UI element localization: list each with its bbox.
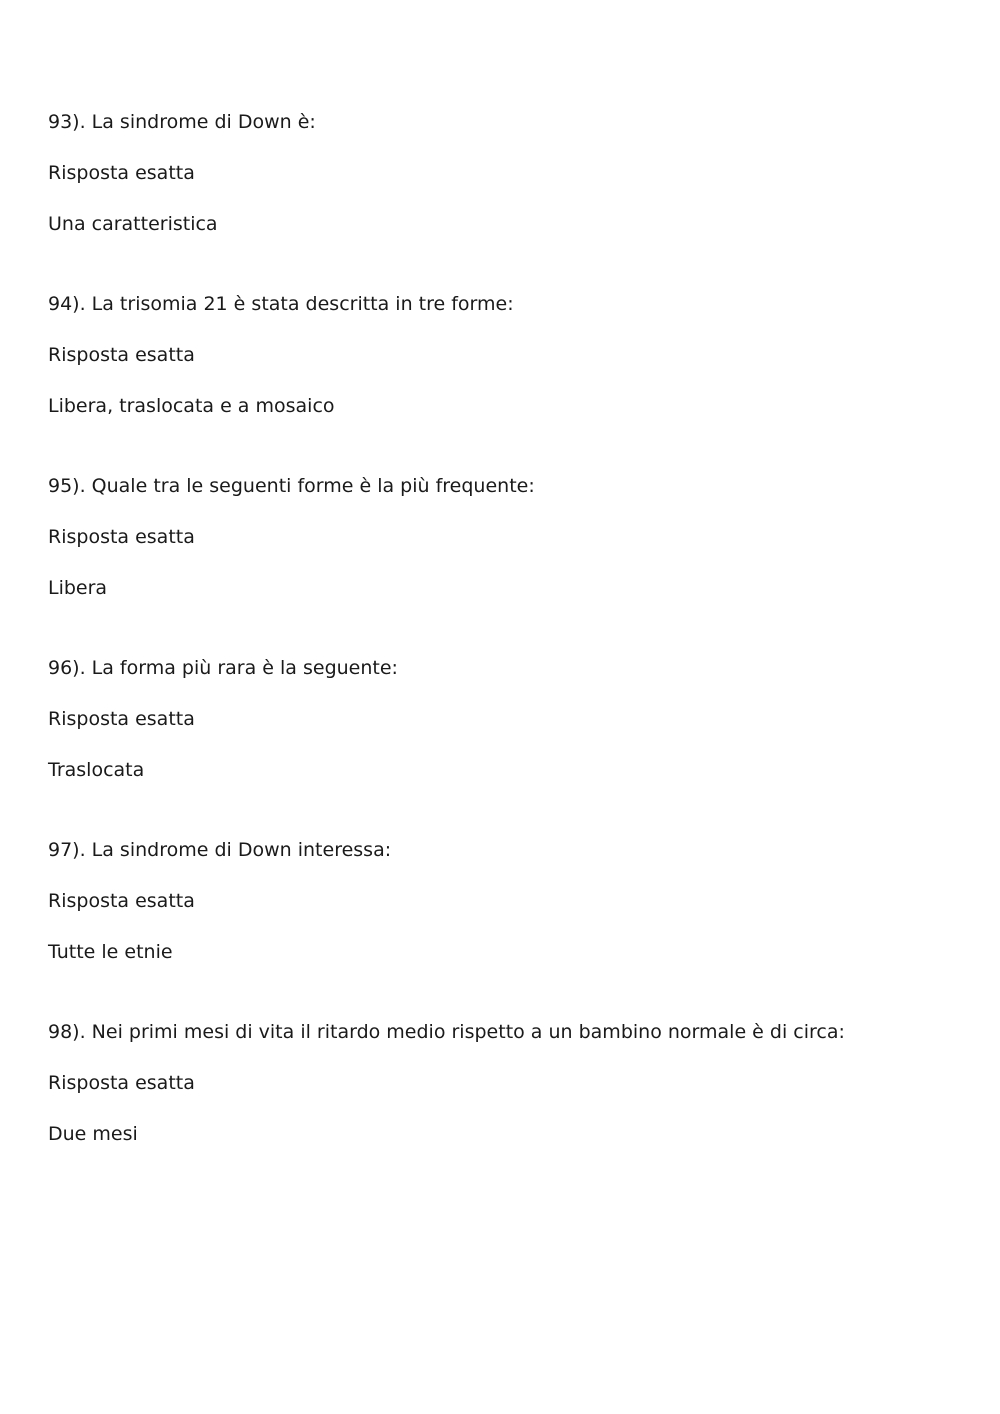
answer-label: Risposta esatta (48, 162, 195, 184)
answer-label: Risposta esatta (48, 890, 195, 912)
question-text: 98). Nei primi mesi di vita il ritardo medio rispetto a un bambino normale è di circa: (48, 1021, 845, 1043)
question-text: 93). La sindrome di Down è: (48, 111, 316, 133)
answer-text: Tutte le etnie (48, 941, 173, 963)
question-text: 94). La trisomia 21 è stata descritta in tre forme: (48, 293, 514, 315)
question-block-98 (48, 1018, 968, 1148)
answer-text: Traslocata (48, 759, 145, 781)
answer-label: Risposta esatta (48, 344, 195, 366)
question-block-95 (48, 472, 968, 602)
question-text: 96). La forma più rara è la seguente: (48, 657, 398, 679)
question-block-97 (48, 836, 968, 966)
answer-label: Risposta esatta (48, 526, 195, 548)
answer-label: Risposta esatta (48, 1072, 195, 1094)
answer-label: Risposta esatta (48, 708, 195, 730)
answer-text: Una caratteristica (48, 213, 218, 235)
question-block-94 (48, 290, 968, 420)
question-block-96 (48, 654, 968, 784)
answer-text: Libera, traslocata e a mosaico (48, 395, 335, 417)
question-text: 95). Quale tra le seguenti forme è la più frequente: (48, 475, 535, 497)
answer-text: Due mesi (48, 1123, 138, 1145)
question-text: 97). La sindrome di Down interessa: (48, 839, 392, 861)
question-list (48, 108, 968, 1200)
answer-text: Libera (48, 577, 108, 599)
question-block-93 (48, 108, 968, 238)
